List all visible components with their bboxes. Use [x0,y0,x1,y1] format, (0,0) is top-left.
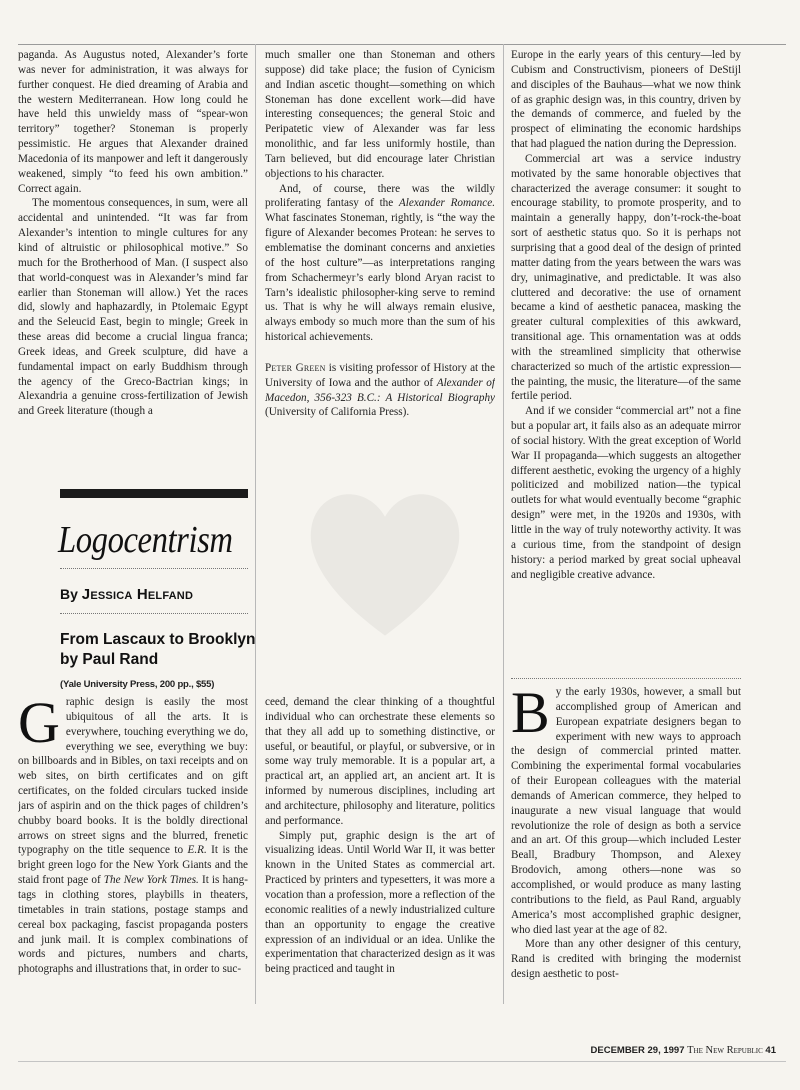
column-divider [503,44,504,1004]
paragraph: Graphic design is easily the most ubiquitous of all the arts. It is everywhere, touching everything we do, everything we see, everything we buy: on billboards and in Bibles, on taxi receipts and on web sites, on birth certificates and on gift certificates, on the folded circulars tucked inside jars of aspirin and on the thick pages of children’s chubby board books. It is the boldly directional arrows on street signs and the blurred, frenetic typography on the title sequence to E.R. It is the bright green logo for the New York Giants and the staid front page of The New York Times. It is hang-tags in clothing stores, playbills in theaters, timetables in train stations, postage stamps and cereal box packaging, fascist propaganda posters and junk mail. It is complex combinations of words and pictures, numbers and charts, photographs and illustrations that, in order to suc- [18,695,248,976]
byline: By Jessica Helfand [60,586,194,603]
top-rule [18,44,786,45]
dotted-rule [511,678,741,679]
paragraph: much smaller one than Stoneman and others suppose) did take place; the fusion of Cynicism and Indian ascetic thought—something on which Stoneman has done excellent work—did have interesting consequences; the general Stoic and Peripatetic view of Alexander was far less monolithic, and far less uniformly hostile, than Tarn believed, but did encourage later Christian objections to his character. [265,49,495,180]
author-name: Peter Green [265,361,326,374]
paragraph: paganda. As Augustus noted, Alexander’s forte was never for administration, it was always for further conquest. He died dreaming of Arabia and the western Mediterranean. How long could he have held this unwieldy mass of “spear-won territory” together? Stoneman is properly pessimistic. He argues that Alexander drained Macedonia of its manpower and left it dangerously weakened, simply “to feed his own ambition.” Correct again. [18,49,248,195]
page-number: 41 [765,1045,776,1056]
paragraph: ceed, demand the clear thinking of a thoughtful individual who can orchestrate these elements so that they all add up to something distinctive, or useful, or beautiful, or playful, or subversive, or in some way truly memorable. It is a popular art, a practical art, an applied art, an ancient art. It is informed by numerous disciplines, including art and architecture, philosophy and literature, politics and performance. [265,696,495,827]
book-title-italic: Alexander Romance. [398,197,495,210]
book-publication-info: (Yale University Press, 200 pp., $55) [60,679,215,690]
drop-cap: B [511,685,550,745]
review-col1-text [18,695,248,1035]
col1-top-text [18,48,248,480]
book-title: From Lascaux to Brooklyn by Paul Rand [60,631,256,668]
issue-date: DECEMBER 29, 1997 [590,1045,685,1056]
paragraph: The momentous consequences, in sum, were all accidental and unintended. “It was far from Alexander’s intention to mingle cultures for any kind of altruistic or philosophical motive.” So much for the Brotherhood of Man. (I suspect also that world-conquest was in Alexander’s mind far earlier than Stoneman will allow.) Yet the races did, slowly and haphazardly, in Ptolemaic Egypt and the Seleucid East, begin to mingle; Greek in these areas did become a crucial lingua franca; Greek ideas, and Greek sculpture, did have a fundamental impact on early Buddhism through the agency of the Greco-Bactrian kings; in Alexandria a genuine cross-fertilization of Jewish and Greek literature (though a [18,197,248,418]
section-title: Logocentrism [58,519,233,561]
author-bio: Peter Green is visiting professor of History at the University of Iowa and the author of Alexander of Macedon, 356-323 B.C.: A Historical Biography (University of California Press). [265,361,495,419]
paragraph: And if we consider “commercial art” not a fine but a popular art, it fails also as an adequate mirror of social history. With the great exception of World War II propaganda—which suggests an altogether different aesthetic, evoking the urgency of a highly politicized and mobilized nation—the typical outlets for what would eventually become “graphic design” were met, in the 1920s and 1930s, with little in the way of truly noteworthy activity. It was a curious time, from the standpoint of design history: a period marked by great social upheaval and negligible creative advance. [511,405,741,581]
section-bar [60,489,248,498]
dotted-rule [60,613,248,614]
paragraph: Europe in the early years of this century—led by Cubism and Constructivism, pioneers of DeStijl and disciples of the Bauhaus—what we now think of as graphic design was, in this country, driven by the demands of commerce, and fueled by the prospect of eliminating the economic hardships that had plagued the nation during the Depression. [511,49,741,151]
drop-cap: G [18,695,60,755]
bottom-rule [18,1061,786,1062]
magazine-name: The New Republic [687,1045,763,1056]
author-name: Jessica Helfand [81,586,194,603]
review-col3-top-text [511,48,741,668]
paragraph: More than any other designer of this century, Rand is credited with bringing the modernist design aesthetic to post- [511,938,741,981]
col2-top-text [265,48,495,478]
paragraph: By the early 1930s, however, a small but accomplished group of American and European expatriate designers began to experiment with new ways to approach the design of commercial printed matter. Combining the experimental formal vocabularies of their European colleagues with the material demands of American commerce, they helped to inaugurate a new visual language that would revolutionize the role of design as both a service and an art. Of this group—which included Lester Beall, Bradbury Thompson, and Alexey Brodovich, among others—none was so accomplished, or would produce as many lasting contributions to the field, as Paul Rand, arguably America’s most accomplished graphic designer, who died last year at the age of 82. [511,685,741,936]
paragraph: Simply put, graphic design is the art of visualizing ideas. Until World War II, it was better known in the United States as commercial art. Practiced by printers and typesetters, it was more a vocation than a profession, more a reflection of the economic realities of a newly industrialized culture than an opportunity to engage the creative expression of an individual or an idea. Unlike the experimentation that characterized design as it was being practiced and taught in [265,829,495,976]
review-col3-bottom-text [511,685,741,1035]
paragraph: Commercial art was a service industry motivated by the same honorable objectives that characterized the average consumer: it sought to encourage stability, to promote prosperity, and to maintain a generally happy, don’t-rock-the-boat sort of aesthetic status quo. So it is perhaps not surprising that a good deal of the design of printed matter dating from the years between the wars was dry, unimaginative, and predictable. It was also cluttered and decorative: the use of ornament became a kind of aesthetic panacea, masking the greater cultural complexities of this awkward, transitional age. This ornamentation was at odds with the streamlined simplicity that otherwise characterized so much of the artistic expression—the painting, the music, the literature—of the same fertile period. [511,152,741,403]
column-divider [255,44,256,1004]
dotted-rule [60,568,248,569]
paragraph: And, of course, there was the wildly proliferating fantasy of the Alexander Romance. What fascinates Stoneman, rightly, is “the way the figure of Alexander becomes Protean: he serves to emblematise the dominant concerns and anxieties of the host culture”—as interpretations ranging from Schachermeyr’s early blond Aryan racist to Tarn’s idealistic philosopher-king serve to remind us. That is why he will always remain elusive, always embody so much more than the sum of his historical achievements. [265,182,495,344]
page-footer [591,1045,776,1056]
watermark-ornament [290,470,480,650]
review-col2-text [265,695,495,1035]
